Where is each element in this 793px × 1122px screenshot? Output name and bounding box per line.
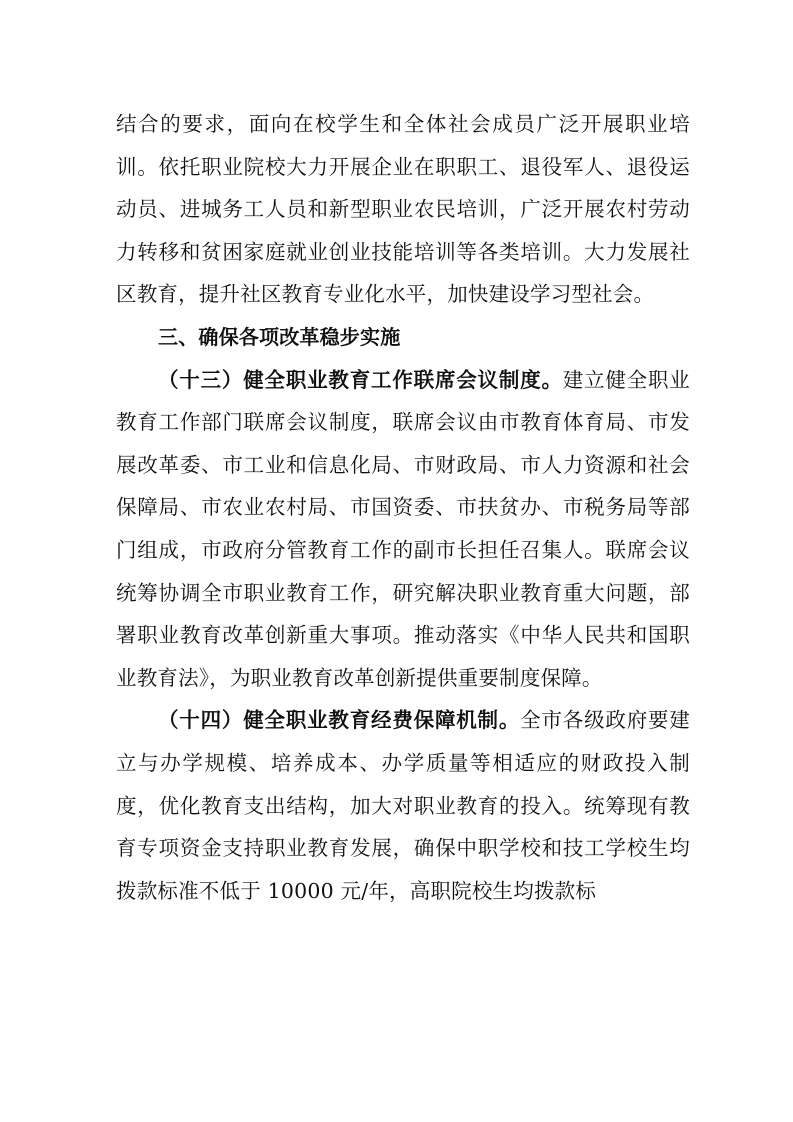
section-heading-3: 三、确保各项改革稳步实施: [158, 324, 401, 349]
paragraph-lead: （十三）健全职业教育工作联席会议制度。: [158, 367, 563, 392]
paragraph-13: [116, 359, 690, 700]
paragraph-text: 结合的要求，面向在校学生和全体社会成员广泛开展职业培训。依托职业院校大力开展企业在职职工、退役军人、退役运动员、进城务工人员和新型职业农民培训，广泛开展农村劳动力转移和贫困家庭就业创业技能培训等各类培训。大力发展社区教育，提升社区教育专业化水平，加快建设学习型社会。: [116, 112, 690, 307]
paragraph-text: 建立健全职业教育工作部门联席会议制度，联席会议由市教育体育局、市发展改革委、市工业和信息化局、市财政局、市人力资源和社会保障局、市农业农村局、市国资委、市扶贫办、市税务局等部门组成，市政府分管教育工作的副市长担任召集人。联席会议统筹协调全市职业教育工作，研究解决职业教育重大问题，部署职业教育改革创新重大事项。推动落实《中华人民共和国职业教育法》，为职业教育改革创新提供重要制度保障。: [116, 367, 690, 690]
paragraph-lead: （十四）健全职业教育经费保障机制。: [158, 708, 521, 733]
paragraph-training: [116, 103, 690, 316]
document-body: [116, 103, 690, 912]
paragraph-14: [116, 699, 690, 912]
paragraph-text: 全市各级政府要建立与办学规模、培养成本、办学质量等相适应的财政投入制度，优化教育支出结构，加大对职业教育的投入。统筹现有教育专项资金支持职业教育发展，确保中职学校和技工学校生均拨款标准不低于 10000 元/年，高职院校生均拨款标: [116, 708, 690, 903]
